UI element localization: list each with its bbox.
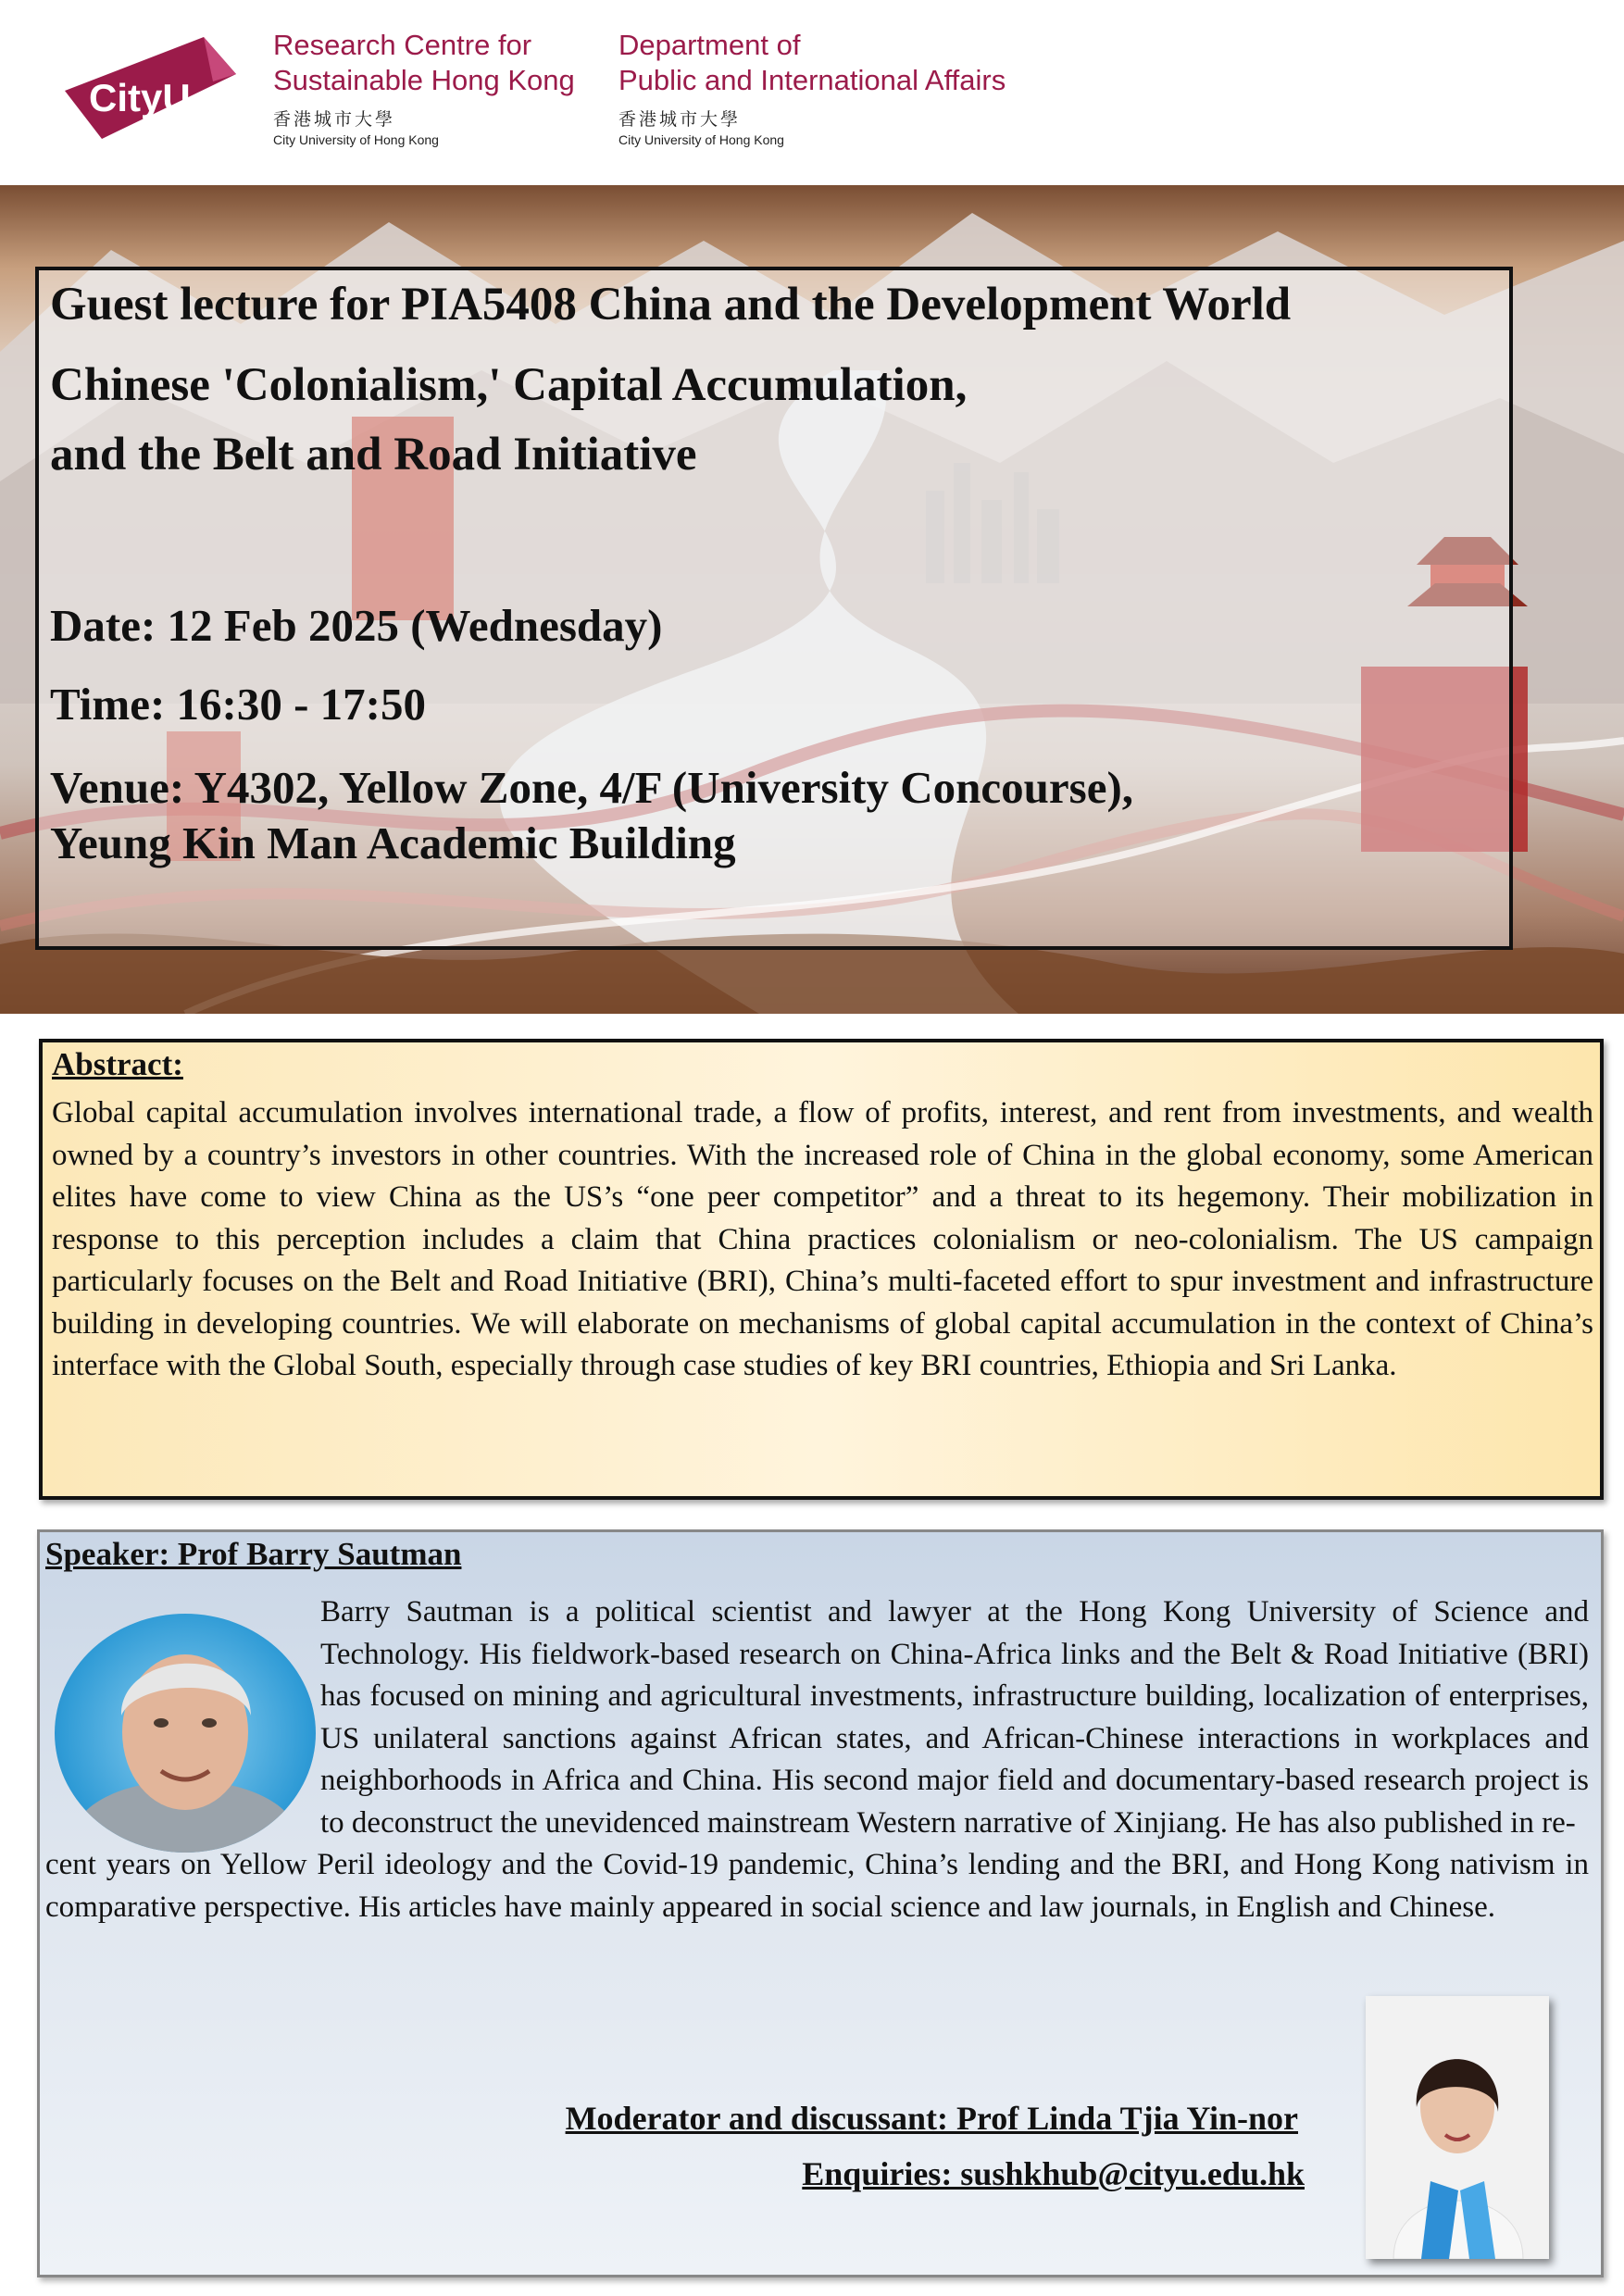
- speaker-heading: Speaker: Prof Barry Sautman: [45, 1536, 462, 1572]
- moderator-photo: [1366, 1996, 1549, 2259]
- org1-name-line1: Research Centre for: [273, 29, 532, 61]
- speaker-photo: [55, 1614, 316, 1853]
- org2-english-name: City University of Hong Kong: [618, 132, 784, 147]
- enquiries-email-link[interactable]: Enquiries: sushkhub@cityu.edu.hk: [802, 2155, 1305, 2192]
- abstract-box: [39, 1039, 1604, 1500]
- org1-name-line2: Sustainable Hong Kong: [273, 64, 575, 96]
- abstract-heading: Abstract:: [52, 1046, 183, 1082]
- lecture-title-line2: and the Belt and Road Initiative: [50, 429, 697, 480]
- speaker-box: [37, 1529, 1604, 2277]
- org1-chinese-name: 香港城市大學: [273, 110, 396, 130]
- lecture-title-line1: Chinese 'Colonialism,' Capital Accumulation,: [50, 359, 968, 411]
- research-centre-logo: [273, 28, 575, 147]
- org1-english-name: City University of Hong Kong: [273, 132, 439, 147]
- event-details-box: [35, 267, 1513, 950]
- moderator-portrait-icon: [1366, 1996, 1549, 2259]
- moderator-line: Moderator and discussant: Prof Linda Tjia Yin-nor: [565, 2100, 1298, 2137]
- speaker-bio-part2: cent years on Yellow Peril ideology and the Covid-19 pandemic, China’s lending and the BRI, and Hong Kong nativism in comparative perspective. His articles have mainly appeared in social science and law journals, in English and Chinese.: [45, 1848, 1589, 1924]
- speaker-portrait-icon: [55, 1614, 316, 1853]
- header: [0, 0, 1624, 185]
- org2-chinese-name: 香港城市大學: [618, 110, 742, 130]
- org2-name-line1: Department of: [618, 29, 801, 61]
- event-time: Time: 16:30 - 17:50: [50, 679, 426, 730]
- event-venue-line1: Venue: Y4302, Yellow Zone, 4/F (University Concourse),: [50, 762, 1134, 813]
- org2-name-line2: Public and International Affairs: [618, 64, 1006, 96]
- event-date: Date: 12 Feb 2025 (Wednesday): [50, 600, 663, 651]
- cityu-logo-text: CityU: [89, 76, 191, 119]
- event-title: Guest lecture for PIA5408 China and the Development World: [50, 279, 1292, 331]
- hero-banner: [0, 185, 1624, 1014]
- abstract-body: Global capital accumulation involves international trade, a flow of profits, interest, and rent from investments, and wealth owned by a country’s investors in other countries. With the increased role of China in the global economy, some American elites have come to view China as the US’s “one peer competitor” and a threat to its hegemony. Their mobilization in response to this perception includes a claim that China practices colonialism or neo-colonialism. The US campaign particularly focuses on the Belt and Road Initiative (BRI), China’s multi-faceted effort to spur investment and infrastructure building in developing countries. We will elaborate on mechanisms of global capital accumulation in the context of China’s interface with the Global South, especially through case studies of key BRI countries, Ethiopia and Sri Lanka.: [52, 1096, 1593, 1382]
- speaker-bio-part1: Barry Sautman is a political scientist and lawyer at the Hong Kong University of Science and Technology. His fieldwork-based research on China-Africa links and the Belt & Road Initiative (BRI) has focused on mining and agricultural investments, infrastructure building, localization of enterprises, US unilateral sanctions against African states, and African-Chinese interactions in workplaces and neighborhoods in Africa and China. His second major field and documentary-based research project is to deconstruct the unevidenced mainstream Western narrative of Xinjiang. He has also published in re-: [320, 1595, 1589, 1840]
- event-venue-line2: Yeung Kin Man Academic Building: [50, 817, 736, 868]
- cityu-logo: [65, 37, 269, 139]
- department-logo: [618, 28, 1006, 147]
